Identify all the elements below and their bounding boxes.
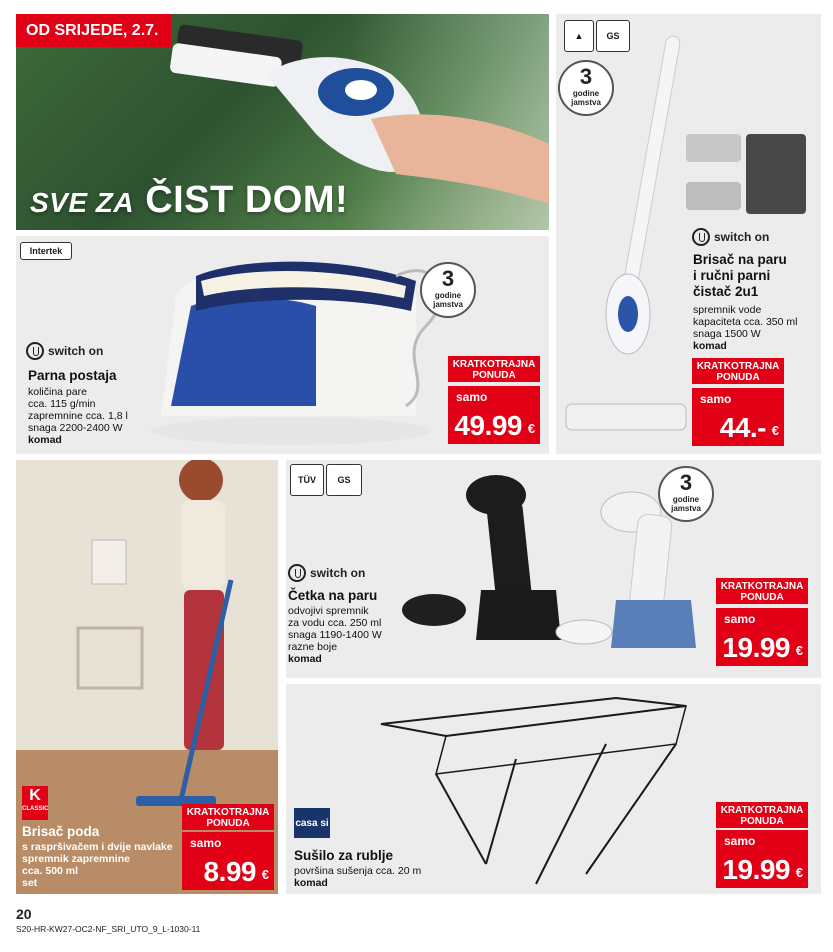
desc-line: snaga 2200-2400 W bbox=[28, 422, 123, 434]
price-tag bbox=[716, 830, 808, 888]
offer-label: KRATKOTRAJNA PONUDA bbox=[720, 805, 804, 827]
desc-line: kapaciteta cca. 350 ml bbox=[693, 316, 798, 328]
power-icon bbox=[288, 564, 306, 582]
gs-label: GS bbox=[337, 475, 351, 485]
desc-line: količina pare bbox=[28, 386, 87, 398]
product-name: Brisač poda bbox=[22, 824, 100, 839]
casa-si-logo bbox=[294, 808, 330, 838]
name-line: Brisač na paru bbox=[693, 252, 787, 267]
product-description bbox=[693, 304, 797, 352]
warranty-number: 3 bbox=[441, 266, 455, 291]
product-steam-mop bbox=[556, 14, 821, 454]
hero-banner bbox=[16, 14, 549, 230]
product-description bbox=[294, 865, 421, 889]
desc-line: zapremnine cca. 1,8 l bbox=[28, 410, 128, 422]
short-offer-badge bbox=[182, 804, 274, 830]
desc-line: s raspršivačem i dvije navlake bbox=[22, 841, 173, 853]
desc-line: snaga 1500 W bbox=[693, 328, 761, 340]
price-prefix: samo bbox=[190, 836, 222, 850]
unit-label: komad bbox=[28, 434, 62, 446]
brand-label: switch on bbox=[310, 566, 366, 580]
currency-symbol: € bbox=[795, 643, 803, 658]
warranty-number: 3 bbox=[579, 64, 593, 89]
price-prefix: samo bbox=[724, 612, 756, 626]
desc-line: odvojivi spremnik bbox=[288, 605, 369, 617]
offer-label: KRATKOTRAJNA PONUDA bbox=[696, 361, 780, 383]
warranty-badge bbox=[658, 466, 714, 522]
switchon-logo bbox=[692, 228, 769, 246]
k-classic-logo bbox=[22, 786, 48, 820]
desc-line: spremnik vode bbox=[693, 304, 762, 316]
hero-title-small: SVE ZA bbox=[30, 187, 135, 218]
price-tag bbox=[448, 386, 540, 444]
product-description bbox=[28, 386, 128, 446]
warranty-text: godine jamstva bbox=[671, 495, 701, 513]
date-badge: OD SRIJEDE, 2.7. bbox=[16, 14, 171, 47]
gs-label: GS bbox=[606, 31, 620, 41]
brand-label: casa si bbox=[295, 817, 329, 829]
currency-symbol: € bbox=[771, 423, 779, 438]
warranty-text: godine jamstva bbox=[433, 291, 463, 309]
product-name: Parna postaja bbox=[28, 368, 117, 383]
offer-label: KRATKOTRAJNA PONUDA bbox=[186, 807, 270, 829]
desc-line: razne boje bbox=[288, 641, 338, 653]
desc-line: cca. 115 g/min bbox=[28, 398, 96, 410]
desc-line: površina sušenja cca. 20 m bbox=[294, 865, 422, 877]
product-clothes-dryer bbox=[286, 684, 821, 894]
short-offer-badge bbox=[448, 356, 540, 382]
brand-label: CLASSIC bbox=[22, 806, 49, 812]
name-line: i ručni parni bbox=[693, 268, 771, 283]
short-offer-badge bbox=[716, 802, 808, 828]
name-line: čistač 2u1 bbox=[693, 284, 759, 299]
unit-label: komad bbox=[693, 340, 727, 352]
product-name: Četka na paru bbox=[288, 588, 378, 603]
price-value: 49.99 bbox=[454, 410, 522, 441]
product-description bbox=[22, 841, 173, 889]
desc-line: cca. 500 ml bbox=[22, 865, 79, 877]
product-floor-mop bbox=[16, 460, 278, 894]
price-tag bbox=[182, 832, 274, 890]
unit-label: komad bbox=[288, 653, 322, 665]
brand-label: switch on bbox=[714, 230, 770, 244]
price-value: 44.- bbox=[719, 412, 766, 443]
desc-line: snaga 1190-1400 W bbox=[288, 629, 382, 641]
currency-symbol: € bbox=[795, 865, 803, 880]
switchon-logo bbox=[288, 564, 365, 582]
warranty-text: godine jamstva bbox=[571, 89, 601, 107]
price-tag bbox=[716, 608, 808, 666]
power-icon bbox=[26, 342, 44, 360]
power-icon bbox=[692, 228, 710, 246]
price-prefix: samo bbox=[724, 834, 756, 848]
offer-label: KRATKOTRAJNA PONUDA bbox=[452, 359, 536, 381]
hero-title-big: ČIST DOM! bbox=[145, 179, 349, 221]
price-prefix: samo bbox=[700, 392, 732, 406]
brand-label: switch on bbox=[48, 344, 104, 358]
product-description bbox=[288, 605, 382, 665]
short-offer-badge bbox=[692, 358, 784, 384]
page-number: 20 bbox=[16, 906, 32, 922]
price-prefix: samo bbox=[456, 390, 488, 404]
intertek-label: Intertek bbox=[29, 246, 63, 256]
safety-cert-icon: ▲ bbox=[564, 20, 594, 52]
currency-symbol: € bbox=[261, 867, 269, 882]
warranty-badge bbox=[420, 262, 476, 318]
price-value: 19.99 bbox=[722, 854, 790, 885]
footer-code: S20-HR-KW27-OC2-NF_SRI_UTO_9_L-1030-11 bbox=[16, 924, 201, 934]
unit-label: komad bbox=[294, 877, 328, 889]
desc-line: spremnik zapremnine bbox=[22, 853, 130, 865]
switchon-logo bbox=[26, 342, 103, 360]
unit-label: set bbox=[22, 877, 38, 889]
hero-title bbox=[30, 179, 348, 222]
price-value: 19.99 bbox=[722, 632, 790, 663]
product-steam-station bbox=[16, 236, 549, 454]
short-offer-badge bbox=[716, 578, 808, 604]
warranty-number: 3 bbox=[679, 470, 693, 495]
warranty-badge bbox=[558, 60, 614, 116]
product-name bbox=[693, 252, 787, 300]
product-name: Sušilo za rublje bbox=[294, 848, 394, 863]
currency-symbol: € bbox=[527, 421, 535, 436]
product-steam-brush bbox=[286, 460, 821, 678]
price-tag bbox=[692, 388, 784, 446]
offer-label: KRATKOTRAJNA PONUDA bbox=[720, 581, 804, 603]
price-value: 8.99 bbox=[203, 856, 256, 887]
tuv-label: TÜV bbox=[298, 475, 316, 485]
desc-line: za vodu cca. 250 ml bbox=[288, 617, 382, 629]
